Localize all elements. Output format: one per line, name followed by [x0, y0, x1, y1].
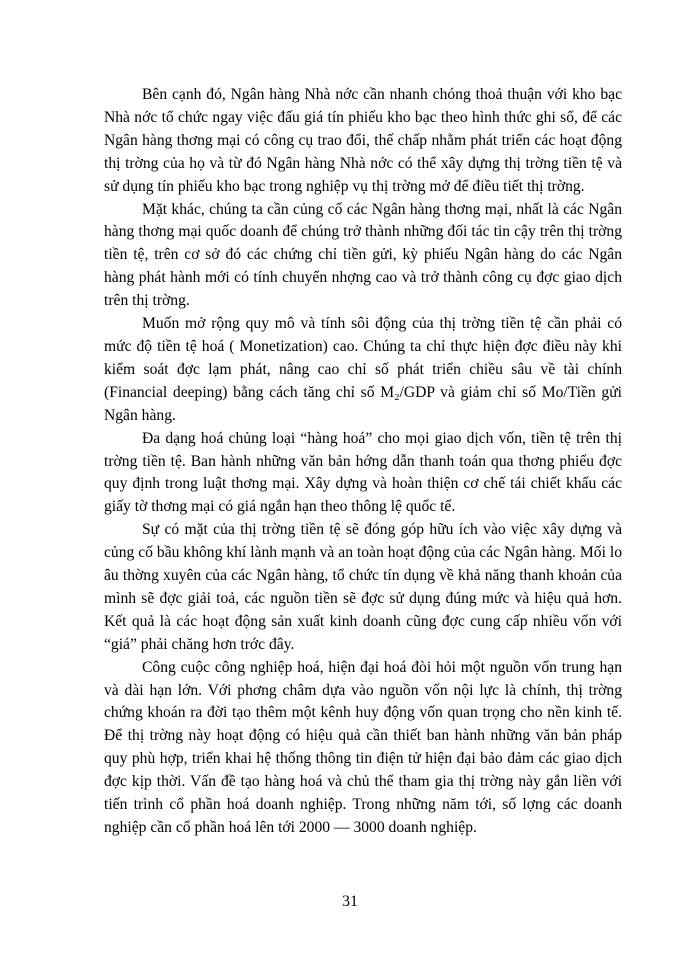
paragraph-6: Công cuộc công nghiệp hoá, hiện đại hoá đòi hỏi một nguồn vốn trung hạn và dài hạn lớn. Với phơng châm dựa vào nguồn vốn nội lực là chính, thị trờng chứng khoán ra đời tạo thêm một kênh huy động vốn quan trọng cho nền kinh tế. Để thị trờng này hoạt động có hiệu quả cần thiết ban hành những văn bản pháp quy phù hợp, triển khai hệ thống thông tin điện tử hiện đại bảo đảm các giao dịch đợc kịp thời. Vấn đề tạo hàng hoá và chủ thể tham gia thị trờng này gắn liền với tiến trình cổ phần hoá doanh nghiệp. Trong những năm tới, số lợng các doanh nghiệp cần cổ phần hoá lên tới 2000 — 3000 doanh nghiệp.	[104, 658, 622, 836]
paragraph-4: Đa dạng hoá chủng loại “hàng hoá” cho mọi giao dịch vốn, tiền tệ trên thị trờng tiền tệ. Ban hành những văn bản hớng dẫn thanh toán qua thơng phiếu đợc quy định trong luật thơng mại. Xây dựng và hoàn thiện cơ chế tái chiết khấu các giấy tờ thơng mại có giá ngắn hạn theo thông lệ quốc tế.	[104, 429, 622, 516]
body-text	[104, 84, 622, 840]
paragraph-1: Bên cạnh đó, Ngân hàng Nhà nớc cần nhanh chóng thoả thuận với kho bạc Nhà nớc tổ chức ngay việc đấu giá tín phiếu kho bạc theo hình thức ghi sổ, để các Ngân hàng thơng mại có công cụ trao đổi, thế chấp nhằm phát triển các hoạt động thị trờng của họ và từ đó Ngân hàng Nhà nớc có thể xây dựng thị trờng tiền tệ và sử dụng tín phiếu kho bạc trong nghiệp vụ thị trờng mở để điều tiết thị trờng.	[104, 86, 622, 195]
paragraph-2: Mặt khác, chúng ta cần củng cố các Ngân hàng thơng mại, nhất là các Ngân hàng thơng mại quốc doanh để chúng trở thành những đối tác tin cậy trên thị trờng tiền tệ, trên cơ sở đó các chứng chỉ tiền gửi, kỳ phiếu Ngân hàng do các Ngân hàng phát hành mới có tính chuyển nhợng cao và trở thành công cụ đợc giao dịch trên thị trờng.	[104, 200, 622, 310]
paragraph-3: Muốn mở rộng quy mô và tính sôi động của thị trờng tiền tệ cần phải có mức độ tiền tệ hoá ( Monetization) cao. Chúng ta chỉ thực hiện đợc điều này khi kiểm soát đợc lạm phát, nâng cao chỉ số phát triển chiều sâu về tài chính (Financial deeping) bằng cách tăng chỉ số M₂/GDP và giảm chỉ số Mo/Tiền gửi Ngân hàng.	[104, 315, 622, 424]
page-number: 31	[342, 893, 358, 910]
paragraph-5: Sự có mặt của thị trờng tiền tệ sẽ đóng góp hữu ích vào việc xây dựng và củng cố bầu không khí lành mạnh và an toàn hoạt động của các Ngân hàng. Mối lo âu thờng xuyên của các Ngân hàng, tổ chức tín dụng về khả năng thanh khoản của mình sẽ đợc giải toả, các nguồn tiền sẽ đợc sử dụng đúng mức và hiệu quả hơn. Kết quả là các hoạt động sản xuất kinh doanh cũng đợc cung cấp nhiều vốn với “giá” phải chăng hơn trớc đây.	[104, 521, 622, 653]
